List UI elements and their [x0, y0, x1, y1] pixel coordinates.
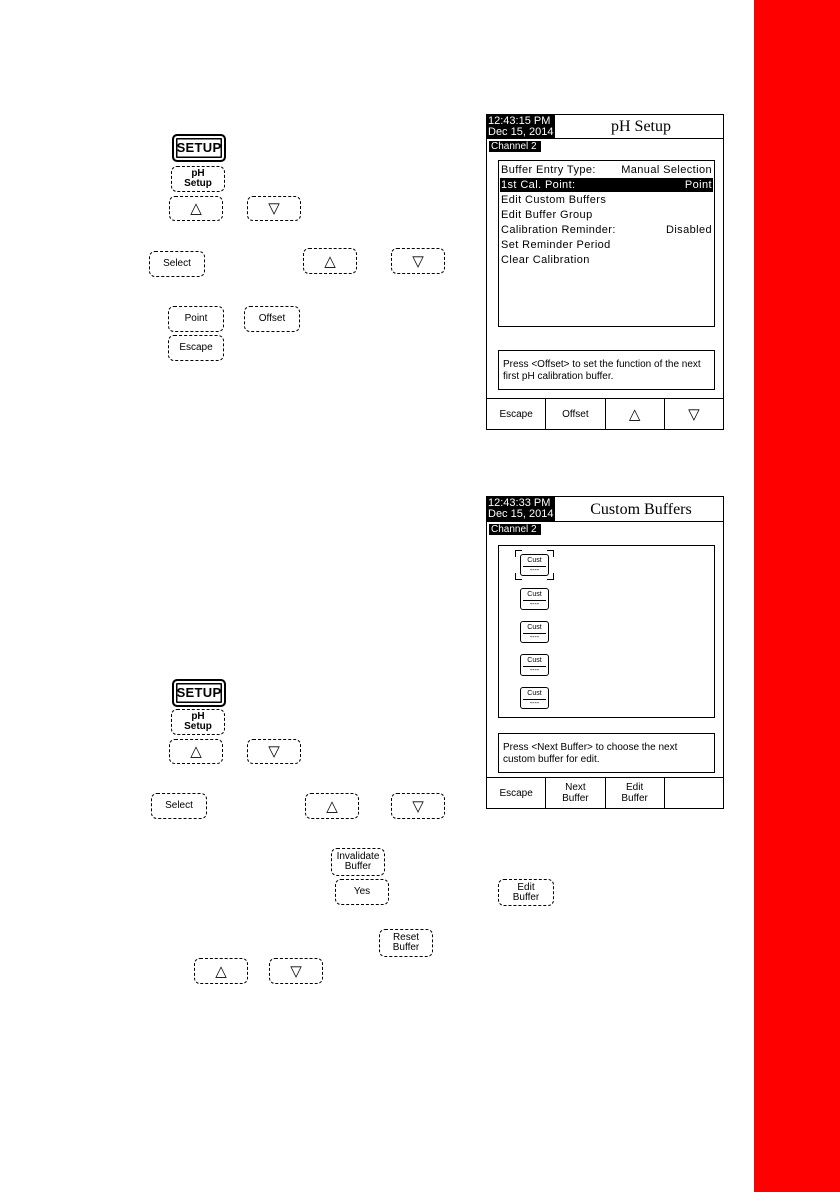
offset-key-icon [244, 306, 300, 332]
softkey-escape[interactable] [487, 399, 546, 429]
buffer-label: Cust [527, 657, 542, 664]
buffer-value: ---- [523, 600, 546, 609]
menu-item-label: Clear Calibration [501, 254, 590, 266]
up-arrow-key-icon [303, 248, 357, 274]
menu-item-set-reminder-period[interactable] [500, 238, 713, 252]
up-arrow-symbol: △ [190, 743, 202, 760]
buffer-label: Cust [527, 591, 542, 598]
softkey-label: Next [565, 782, 586, 793]
invalidate-key-label-1: Invalidate [336, 851, 380, 862]
softkey-bar [487, 398, 723, 429]
invalidate-key-label-2: Buffer [344, 861, 372, 872]
up-arrow-key-icon [194, 958, 248, 984]
clock-readout [487, 115, 555, 139]
buffer-value: ---- [523, 566, 546, 575]
custom-buffer-icon[interactable] [520, 554, 549, 576]
custom-buffer-icon[interactable] [520, 621, 549, 643]
down-arrow-symbol: ▽ [412, 252, 424, 270]
reset-buffer-key-icon [379, 929, 433, 957]
up-arrow-symbol: △ [324, 252, 336, 270]
buffer-value: ---- [523, 699, 546, 708]
ph-setup-key-icon [171, 166, 225, 192]
buffer-label: Cust [527, 690, 542, 697]
up-arrow-key-icon [169, 739, 223, 764]
yes-key-label: Yes [353, 886, 371, 897]
menu-item-value: Disabled [665, 224, 712, 236]
custom-buffer-icon[interactable] [520, 687, 549, 709]
softkey-label: Offset [562, 408, 589, 420]
menu-item-label: Edit Buffer Group [501, 209, 593, 221]
section-color-bar [754, 0, 840, 1192]
escape-key-icon [168, 335, 224, 361]
menu-item-edit-custom-buffers[interactable] [500, 193, 713, 207]
setup-key-icon [172, 679, 226, 707]
buffer-value: ---- [523, 633, 546, 642]
time-text: 12:43:33 PM [488, 497, 551, 509]
point-key-icon [168, 306, 224, 332]
softkey-up[interactable] [606, 399, 665, 429]
down-arrow-key-icon [391, 248, 445, 274]
up-arrow-icon: △ [628, 405, 641, 423]
date-text: Dec 15, 2014 [488, 508, 554, 520]
header-divider [487, 138, 723, 139]
down-arrow-symbol: ▽ [268, 200, 280, 217]
down-arrow-key-icon [247, 739, 301, 764]
menu-item-buffer-entry-type[interactable] [500, 163, 713, 177]
down-arrow-key-icon [269, 958, 323, 984]
channel-label: Channel 2 [489, 141, 541, 152]
up-arrow-symbol: △ [215, 962, 227, 980]
buffer-label: Cust [527, 557, 542, 564]
softkey-blank[interactable] [665, 778, 723, 808]
menu-item-value: Manual Selection [621, 164, 712, 176]
edit-key-label-1: Edit [517, 881, 535, 893]
setup-key-label: SETUP [176, 685, 222, 700]
softkey-label: Buffer [562, 793, 589, 804]
softkey-next-buffer[interactable] [546, 778, 605, 808]
down-arrow-key-icon [247, 196, 301, 221]
date-text: Dec 15, 2014 [488, 126, 554, 138]
ph-setup-key-label-1: pH [191, 711, 205, 722]
up-arrow-key-icon [305, 793, 359, 819]
custom-buffers-screen [486, 496, 724, 809]
down-arrow-symbol: ▽ [268, 743, 280, 760]
ph-setup-key-icon [171, 709, 225, 735]
menu-item-label: Set Reminder Period [501, 239, 611, 251]
select-key-label: Select [163, 258, 191, 269]
menu-item-label: 1st Cal. Point: [501, 179, 576, 191]
channel-label: Channel 2 [489, 524, 541, 535]
escape-key-label: Escape [179, 342, 213, 353]
custom-buffer-icon[interactable] [520, 654, 549, 676]
select-key-label: Select [165, 800, 193, 811]
edit-buffer-key-icon [498, 879, 554, 906]
time-text: 12:43:15 PM [488, 115, 551, 127]
ph-setup-key-label-2: Setup [184, 721, 212, 732]
up-arrow-symbol: △ [190, 200, 202, 217]
setup-key-icon [172, 134, 226, 162]
select-key-icon [149, 251, 205, 277]
hint-box: Press <Offset> to set the function of the next first pH calibration buffer. [498, 350, 715, 390]
custom-buffer-icon[interactable] [520, 588, 549, 610]
down-arrow-key-icon [391, 793, 445, 819]
menu-item-clear-calibration[interactable] [500, 253, 713, 267]
ph-setup-screen [486, 114, 724, 430]
setup-menu-list [498, 160, 715, 327]
setup-key-label: SETUP [176, 140, 222, 155]
reset-key-label-2: Buffer [392, 942, 420, 953]
menu-item-first-cal-point[interactable] [500, 178, 713, 192]
select-key-icon [151, 793, 207, 819]
softkey-offset[interactable] [546, 399, 605, 429]
buffer-label: Cust [527, 624, 542, 631]
up-arrow-key-icon [169, 196, 223, 221]
hint-box: Press <Next Buffer> to choose the next custom buffer for edit. [498, 733, 715, 773]
softkey-bar [487, 777, 723, 808]
softkey-label: Escape [499, 787, 533, 799]
softkey-down[interactable] [665, 399, 723, 429]
softkey-edit-buffer[interactable] [606, 778, 665, 808]
softkey-label: Edit [626, 782, 644, 793]
clock-readout [487, 497, 555, 521]
header-divider [487, 521, 723, 522]
buffer-list [498, 545, 715, 718]
down-arrow-symbol: ▽ [290, 962, 302, 980]
invalidate-buffer-key-icon [331, 848, 385, 876]
ph-setup-key-label-2: Setup [184, 178, 212, 189]
down-arrow-symbol: ▽ [412, 797, 424, 815]
menu-item-value: Point [684, 179, 712, 191]
screen-title: pH Setup [611, 118, 671, 135]
screen-title: Custom Buffers [590, 501, 692, 518]
point-key-label: Point [184, 313, 208, 324]
menu-item-calibration-reminder[interactable] [500, 223, 713, 237]
down-arrow-icon: ▽ [688, 405, 700, 423]
edit-key-label-2: Buffer [512, 891, 540, 903]
reset-key-label-1: Reset [392, 932, 420, 943]
softkey-label: Buffer [621, 793, 648, 804]
buffer-value: ---- [523, 666, 546, 675]
softkey-label: Escape [499, 408, 533, 420]
yes-key-icon [335, 879, 389, 905]
up-arrow-symbol: △ [326, 797, 338, 815]
menu-item-label: Calibration Reminder: [501, 224, 616, 236]
softkey-escape[interactable] [487, 778, 546, 808]
ph-setup-key-label-1: pH [191, 168, 205, 179]
menu-item-label: Buffer Entry Type: [501, 164, 596, 176]
offset-key-label: Offset [258, 313, 286, 324]
menu-item-label: Edit Custom Buffers [501, 194, 607, 206]
menu-item-edit-buffer-group[interactable] [500, 208, 713, 222]
